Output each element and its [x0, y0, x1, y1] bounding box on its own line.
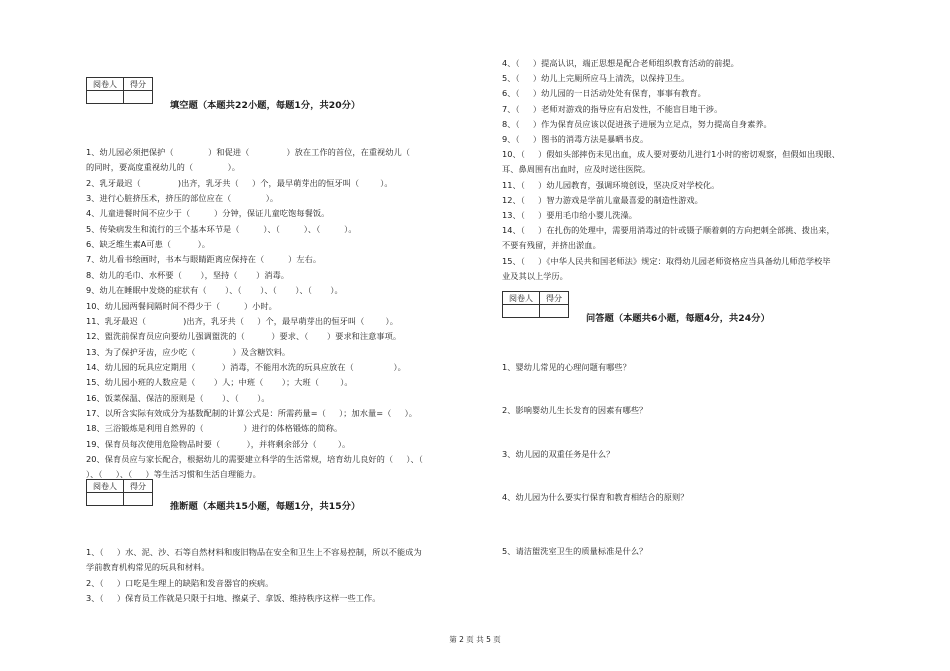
question-line: 1、幼儿园必须把保护（ ）和促进（ ）放在工作的首位，在重视幼儿（ [86, 147, 411, 157]
question-line: 16、饭菜保温、保洁的原则是（ ）、（ ）。 [86, 392, 270, 403]
score-box-fill [86, 77, 153, 104]
question-line: 业及其以上学历。 [502, 270, 568, 281]
question-line: 2、（ ）口吃是生理上的缺陷和发音器官的疾病。 [86, 577, 274, 588]
question-line: 1、（ ）水、泥、沙、石等自然材料和废旧物品在安全和卫生上不容易控制，所以不能成为 [86, 547, 422, 557]
question-line: 不要有残留，并挤出淤血。 [502, 240, 601, 251]
fill-section-title: 填空题（本题共22小题，每题1分，共20分） [170, 100, 361, 111]
question-line: 11、（ ）幼儿园教育，强调环境创设，坚决反对学校化。 [502, 179, 720, 190]
question-line: 5、（ ）幼儿上完厕所应马上清洗，以保持卫生。 [502, 73, 690, 84]
page-footer: 第 2 页 共 5 页 [449, 635, 501, 644]
score-box-judge [86, 479, 153, 506]
reviewer-label: 阅卷人 [503, 292, 540, 305]
reviewer-label: 阅卷人 [87, 480, 124, 493]
question-line: 2、乳牙最迟（ )出齐，乳牙共（ ）个，最早萌芽出的恒牙叫（ ）。 [86, 177, 393, 188]
question-line: 10、幼儿园两餐间隔时间不得少于（ ）小时。 [86, 300, 277, 311]
question-line: 7、幼儿看书绘画时，书本与眼睛距离应保持在（ ）左右。 [86, 254, 322, 265]
question-line: 14、幼儿园的玩具应定期用（ ）消毒，不能用水洗的玩具应放在（ ）。 [86, 361, 406, 372]
question-line: 12、盥洗前保育员应向要幼儿强调盥洗的（ ）要求、（ ）要求和注意事项。 [86, 331, 402, 342]
question-line: 5、传染病发生和流行的三个基本环节是（ ）、（ ）、（ ）。 [86, 223, 357, 234]
score-cell[interactable] [124, 91, 153, 104]
question-line: 6、（ ）幼儿园的一日活动处处有保育，事事有教育。 [502, 88, 706, 99]
question-line: 3、（ ）保育员工作就是只限于扫地、擦桌子、拿饭、维持秩序这样一些工作。 [86, 593, 381, 604]
score-cell[interactable] [540, 305, 569, 318]
question-line: 9、（ ）图书的消毒方法是暴晒书皮。 [502, 134, 649, 144]
question-line: 15、幼儿园小班的人数应是（ ）人；中班（ ）；大班（ ）。 [86, 377, 353, 388]
question-line: 3、进行心脏挤压术，挤压的部位应在（ ）。 [86, 193, 279, 204]
reviewer-label: 阅卷人 [87, 78, 124, 91]
qa-section-title: 问答题（本题共6小题，每题4分，共24分） [586, 313, 770, 324]
question-line: 19、保育员每次使用危险物品时要（ ），并将剩余部分（ ）。 [86, 438, 351, 449]
qa-item: 3、幼儿园的双重任务是什么？ [502, 449, 615, 459]
question-line: 6、缺乏维生素A可患（ ）。 [86, 239, 210, 250]
score-cell[interactable] [124, 493, 153, 506]
question-line: ）、（ ）、（ ）等生活习惯和生活自理能力。 [86, 469, 261, 480]
score-box-qa [502, 291, 569, 318]
question-line: 4、（ ）提高认识，端正思想是配合老师组织教育活动的前提。 [502, 58, 739, 68]
question-line: 8、幼儿的毛巾、水杯要（ ），坚持（ ）消毒。 [86, 269, 290, 280]
question-line: 7、（ ）老师对游戏的指导应有启发性，不能盲目地干涉。 [502, 103, 723, 114]
question-line: 的同时，要高度重视幼儿的（ ）。 [86, 162, 240, 173]
judge-section-title: 推断题（本题共15小题，每题1分，共15分） [170, 501, 361, 512]
question-line: 12、（ ）智力游戏是学前儿童最喜爱的制造性游戏。 [502, 194, 703, 205]
qa-item: 4、幼儿园为什么要实行保育和教育相结合的原则？ [502, 492, 689, 502]
reviewer-cell[interactable] [87, 91, 124, 104]
question-line: 17、以所含实际有效成分为基数配制的计算公式是：所需药量=（ ）；加水量=（ ）。 [86, 407, 417, 418]
qa-item: 5、请洁盥洗室卫生的质量标准是什么？ [502, 546, 648, 556]
score-label: 得分 [124, 480, 153, 493]
score-label: 得分 [540, 292, 569, 305]
question-line: 10、（ ）假如头部摔伤未见出血，成人要对要幼儿进行1小时的密切观察，但假如出现眼、 [502, 149, 840, 160]
question-line: 耳、鼻周围有出血时，应及时送往医院。 [502, 164, 651, 175]
question-line: 11、乳牙最迟（ )出齐，乳牙共（ ）个，最早萌芽出的恒牙叫（ ）。 [86, 315, 398, 326]
question-line: 14、（ ）在扎伤的处理中，需要用消毒过的针或镊子顺着刺的方向把刺全部挑、拨出来， [502, 225, 835, 236]
reviewer-cell[interactable] [503, 305, 540, 318]
question-line: 15、（ ）《中华人民共和国老师法》规定：取得幼儿园老师资格应当具备幼儿师范学校毕 [502, 255, 831, 266]
question-line: 13、为了保护牙齿，应少吃（ ）及含糖饮料。 [86, 346, 291, 357]
question-line: 13、（ ）要用毛巾给小婴儿洗澡。 [502, 210, 638, 220]
question-line: 学前教育机构常见的玩具和材料。 [86, 562, 210, 573]
score-label: 得分 [124, 78, 153, 91]
question-line: 20、保育员应与家长配合，根据幼儿的需要建立科学的生活常规，培育幼儿良好的（ ）、（ [86, 454, 423, 464]
question-line: 4、儿童进餐时间不应少于（ ）分钟，保证儿童吃饱每餐饭。 [86, 208, 330, 219]
question-line: 9、幼儿在睡眠中发烧的症状有（ ）、（ ）、（ ）、（ ）。 [86, 285, 343, 296]
reviewer-cell[interactable] [87, 493, 124, 506]
question-line: 18、三浴锻炼是利用自然界的（ ）进行的体格锻炼的简称。 [86, 423, 343, 434]
qa-item: 2、影响婴幼儿生长发育的因素有哪些？ [502, 405, 648, 415]
qa-item: 1、婴幼儿常见的心理问题有哪些？ [502, 362, 631, 372]
question-line: 8、（ ）作为保育员应该以促进孩子进展为立足点，努力提高自身素养。 [502, 118, 772, 129]
